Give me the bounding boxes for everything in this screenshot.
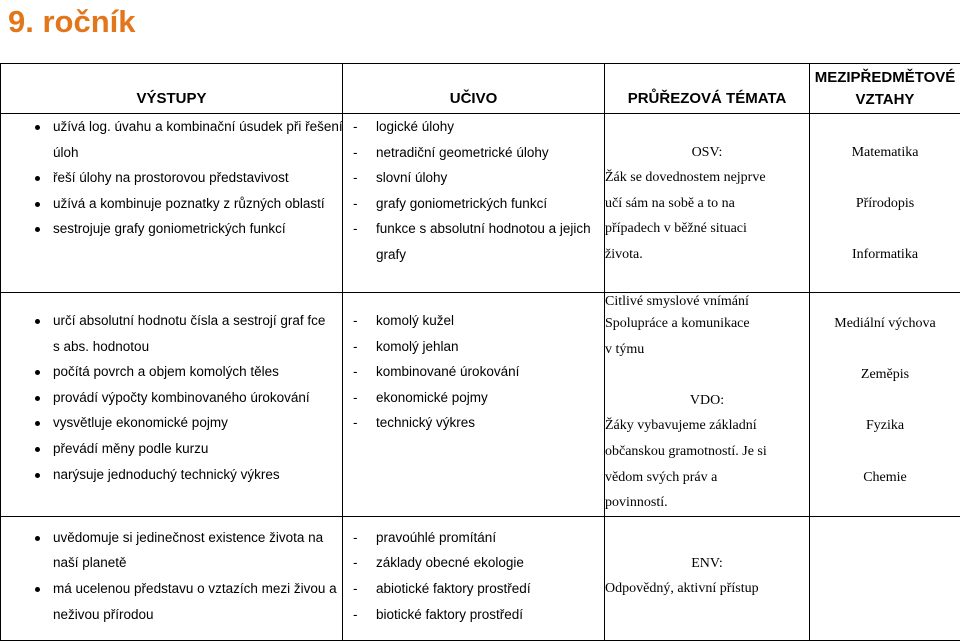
content-item: - technický výkres xyxy=(343,410,604,436)
theme-vdo-heading: VDO: xyxy=(605,388,809,414)
output-item-cont: s abs. hodnotou xyxy=(1,334,342,360)
content-cell xyxy=(343,293,605,517)
theme-text: vědom svých práv a xyxy=(605,465,809,491)
output-item: užívá a kombinuje poznatky z různých oblastí xyxy=(1,191,342,217)
theme-text: života. xyxy=(605,242,809,268)
theme-text: Spolupráce a komunikace xyxy=(605,311,809,337)
output-item: vysvětluje ekonomické pojmy xyxy=(1,410,342,436)
relation-item: Informatika xyxy=(810,242,960,268)
relation-item: Chemie xyxy=(810,465,960,491)
relations-cell xyxy=(810,293,960,517)
content-item: - funkce s absolutní hodnotou a jejich xyxy=(343,216,604,242)
relation-item: Matematika xyxy=(810,140,960,166)
theme-text: případech v běžné situaci xyxy=(605,216,809,242)
relation-item: Mediální výchova xyxy=(810,311,960,337)
header-vystupy: VÝSTUPY xyxy=(1,64,343,114)
header-prurezova: PRŮŘEZOVÁ TÉMATA xyxy=(605,64,810,114)
header-ucivo: UČIVO xyxy=(343,64,605,114)
output-item-cont: naší planetě xyxy=(1,550,342,576)
content-item: - biotické faktory prostředí xyxy=(343,602,604,628)
theme-text: Odpovědný, aktivní přístup xyxy=(605,576,809,602)
table-row xyxy=(1,516,960,640)
relations-cell xyxy=(810,114,960,293)
relations-cell xyxy=(810,516,960,640)
theme-text: Žák se dovednostem nejprve xyxy=(605,165,809,191)
content-item: - netradiční geometrické úlohy xyxy=(343,140,604,166)
theme-text: v týmu xyxy=(605,337,809,363)
theme-text: Citlivé smyslové vnímání xyxy=(605,293,809,311)
theme-text: občanskou gramotností. Je si xyxy=(605,439,809,465)
content-item: - ekonomické pojmy xyxy=(343,385,604,411)
header-mezi-line2: VZTAHY xyxy=(810,89,960,111)
output-item: sestrojuje grafy goniometrických funkcí xyxy=(1,216,342,242)
relation-item: Přírodopis xyxy=(810,191,960,217)
output-item-cont: úloh xyxy=(1,140,342,166)
curriculum-table xyxy=(0,63,960,641)
content-item: - abiotické faktory prostředí xyxy=(343,576,604,602)
themes-cell xyxy=(605,516,810,640)
table-row xyxy=(1,293,960,517)
content-item: - komolý jehlan xyxy=(343,334,604,360)
output-item: narýsuje jednoduchý technický výkres xyxy=(1,462,342,488)
header-row xyxy=(1,64,960,114)
content-item: - pravoúhlé promítání xyxy=(343,525,604,551)
themes-cell xyxy=(605,293,810,517)
theme-osv-heading: OSV: xyxy=(605,140,809,166)
output-item: má ucelenou představu o vztazích mezi živou a xyxy=(1,576,342,602)
page-title: 9. ročník xyxy=(8,0,136,44)
content-item: - grafy goniometrických funkcí xyxy=(343,191,604,217)
table-row xyxy=(1,114,960,293)
theme-text: povinností. xyxy=(605,490,809,516)
content-item: - komolý kužel xyxy=(343,308,604,334)
content-cell xyxy=(343,516,605,640)
output-item: provádí výpočty kombinovaného úrokování xyxy=(1,385,342,411)
theme-env-heading: ENV: xyxy=(605,551,809,577)
header-mezi-line1: MEZIPŘEDMĚTOVÉ xyxy=(810,67,960,89)
outputs-cell xyxy=(1,114,343,293)
output-item: užívá log. úvahu a kombinační úsudek při řešení xyxy=(1,114,342,140)
output-item: počítá povrch a objem komolých těles xyxy=(1,359,342,385)
output-item-cont: neživou přírodou xyxy=(1,602,342,628)
content-item: - základy obecné ekologie xyxy=(343,550,604,576)
output-item: určí absolutní hodnotu čísla a sestrojí graf fce xyxy=(1,308,342,334)
theme-text: Žáky vybavujeme základní xyxy=(605,413,809,439)
output-item: uvědomuje si jedinečnost existence života na xyxy=(1,525,342,551)
output-item: převádí měny podle kurzu xyxy=(1,436,342,462)
content-item: - logické úlohy xyxy=(343,114,604,140)
header-mezipredmetove xyxy=(810,64,960,114)
relation-item: Zeměpis xyxy=(810,362,960,388)
themes-cell xyxy=(605,114,810,293)
content-item: - kombinované úrokování xyxy=(343,359,604,385)
output-item: řeší úlohy na prostorovou představivost xyxy=(1,165,342,191)
relation-item: Fyzika xyxy=(810,413,960,439)
content-cell xyxy=(343,114,605,293)
outputs-cell xyxy=(1,516,343,640)
outputs-cell xyxy=(1,293,343,517)
content-item-cont: grafy xyxy=(343,242,604,268)
theme-text: učí sám na sobě a to na xyxy=(605,191,809,217)
content-item: - slovní úlohy xyxy=(343,165,604,191)
